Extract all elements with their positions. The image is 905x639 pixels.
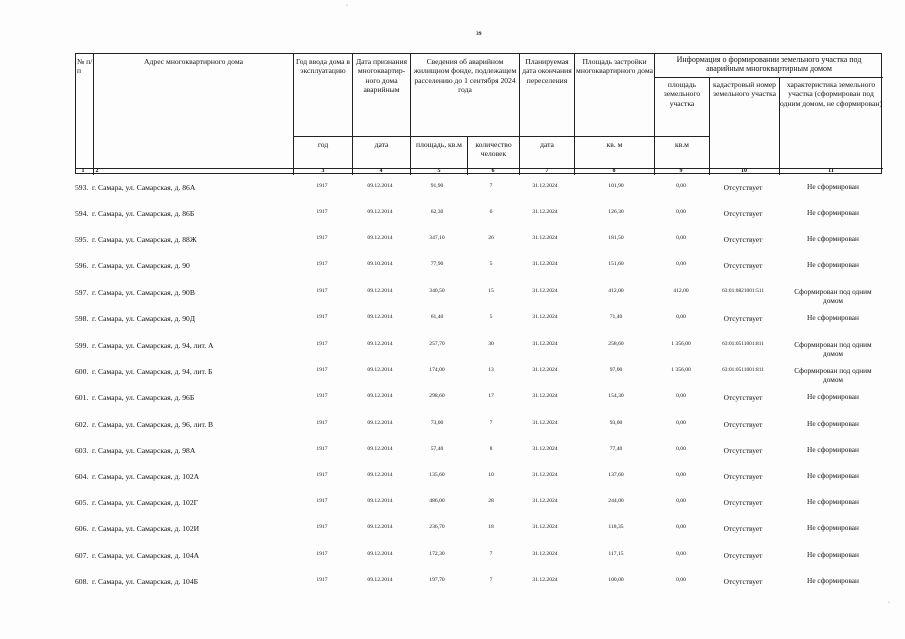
table-row (0, 524, 905, 538)
col-number: 8 (612, 168, 616, 174)
fund-group-header: Сведения об аварийном жилищном фонде, подлежащем расселению до 1 сентября 2024 года (413, 57, 517, 94)
cell-year: 1917 (316, 551, 328, 557)
table-row (0, 209, 905, 223)
scan-dot: · (346, 3, 348, 9)
cell-people: 7 (489, 420, 493, 426)
cell-area: 57,40 (430, 446, 444, 452)
cell-year: 1917 (316, 183, 328, 189)
cell-addr: г. Самара, ул. Самарская, д. 86А (92, 183, 196, 192)
cell-addr: г. Самара, ул. Самарская, д. 102И (92, 524, 200, 533)
cell-build: 126,30 (608, 209, 624, 215)
cell-land: 412,00 (673, 288, 689, 294)
cell-people: 5 (489, 314, 493, 320)
cell-area: 135,60 (429, 472, 445, 478)
cell-people: 30 (488, 341, 494, 347)
table-row (0, 472, 905, 486)
cell-build: 93,00 (609, 420, 623, 426)
cell-area: 340,50 (429, 288, 445, 294)
col-number: 10 (741, 168, 747, 174)
unit-date: дата (374, 140, 389, 149)
cell-plan: 31.12.2024 (532, 314, 558, 320)
cell-cad: Отсутствует (723, 577, 763, 586)
cell-area: 347,10 (429, 235, 445, 241)
unit-area: площадь, кв.м (416, 140, 462, 149)
table-row (0, 393, 905, 407)
area-col-header: Площадь застройки многоквартирного дома (576, 57, 653, 76)
cell-cad: 63:01:0821001:511 (721, 288, 765, 294)
cell-land: 0,00 (676, 235, 686, 241)
cell-year: 1917 (316, 288, 328, 294)
cell-addr: г. Самара, ул. Самарская, д. 102А (92, 472, 200, 481)
cell-addr: г. Самара, ул. Самарская, д. 96Б (92, 393, 195, 402)
cell-year: 1917 (316, 577, 328, 583)
cell-year: 1917 (316, 314, 328, 320)
col-number: 7 (545, 168, 549, 174)
cell-date: 09.12.2014 (367, 235, 393, 241)
cell-plan: 31.12.2024 (532, 235, 558, 241)
table-row (0, 235, 905, 249)
cell-cad: Отсутствует (723, 183, 763, 192)
cell-year: 1917 (316, 341, 328, 347)
cell-char: Не сформирован (807, 182, 859, 191)
cell-land: 0,00 (676, 446, 686, 452)
cell-people: 7 (489, 551, 493, 557)
cell-people: 7 (489, 577, 493, 583)
cell-plan: 31.12.2024 (532, 209, 558, 215)
table-header (75, 53, 882, 174)
cell-area: 298,60 (429, 393, 445, 399)
col-number: 9 (679, 168, 683, 174)
col-number: 1 (81, 168, 85, 174)
cell-build: 258,60 (608, 341, 624, 347)
cell-land: 0,00 (676, 393, 686, 399)
cell-land: 0,00 (676, 314, 686, 320)
table-row (0, 498, 905, 512)
cell-plan: 31.12.2024 (532, 367, 558, 373)
cell-char: Не сформирован (807, 392, 859, 401)
cell-land: 0,00 (676, 261, 686, 267)
cell-date: 09.12.2014 (367, 314, 393, 320)
cell-addr: г. Самара, ул. Самарская, д. 88Ж (92, 235, 197, 244)
cell-date: 09.12.2014 (367, 524, 393, 530)
cell-cad: Отсутствует (723, 524, 763, 533)
cell-n: 593. (75, 183, 89, 192)
cell-area: 236,70 (429, 524, 445, 530)
cell-year: 1917 (316, 524, 328, 530)
page-number: 39 (476, 31, 482, 37)
cell-build: 118,35 (608, 524, 624, 530)
cell-year: 1917 (316, 420, 328, 426)
cell-people: 5 (489, 261, 493, 267)
cell-date: 09.12.2014 (367, 183, 393, 189)
cell-plan: 31.12.2024 (532, 420, 558, 426)
cell-cad: Отсутствует (723, 498, 763, 507)
cell-char: Не сформирован (807, 497, 859, 506)
cell-char: Не сформирован (807, 550, 859, 559)
cell-addr: г. Самара, ул. Самарская, д. 104Б (92, 577, 198, 586)
table-row (0, 340, 905, 358)
cell-plan: 31.12.2024 (532, 472, 558, 478)
cell-date: 09.12.2014 (367, 472, 393, 478)
col-number: 11 (828, 168, 834, 174)
cell-people: 28 (488, 498, 494, 504)
table-row (0, 420, 905, 434)
table-row (0, 446, 905, 460)
cell-cad: Отсутствует (723, 551, 763, 560)
cell-char: Не сформирован (807, 208, 859, 217)
cell-date: 09.10.2014 (367, 261, 393, 267)
table-row (0, 577, 905, 591)
cell-date: 09.12.2014 (367, 288, 393, 294)
cell-plan: 31.12.2024 (532, 261, 558, 267)
cell-build: 100,00 (608, 577, 624, 583)
cell-land: 0,00 (676, 551, 686, 557)
unit-people: количество человек (475, 140, 512, 159)
cell-land: 0,00 (676, 209, 686, 215)
table-row (0, 366, 905, 384)
cell-n: 597. (75, 288, 89, 297)
cell-char: Не сформирован (807, 471, 859, 480)
cell-area: 172,30 (429, 551, 445, 557)
cell-cad: 63:01:0511001:811 (722, 367, 764, 373)
cell-area: 61,40 (430, 314, 444, 320)
land-char-header: характеристика земельного участка (сформирован под одним домом, не сформирован) (780, 80, 882, 108)
cell-area: 73,00 (430, 420, 444, 426)
cell-people: 26 (488, 235, 494, 241)
col-number: 6 (491, 168, 495, 174)
cell-date: 09.12.2014 (367, 577, 393, 583)
table-row (0, 314, 905, 328)
col-number: 4 (379, 168, 383, 174)
table-row (0, 551, 905, 565)
cell-plan: 31.12.2024 (532, 446, 558, 452)
cell-addr: г. Самара, ул. Самарская, д. 94, лит. Б (92, 367, 213, 376)
cell-people: 8 (489, 446, 493, 452)
cell-people: 7 (489, 183, 493, 189)
cell-plan: 31.12.2024 (532, 341, 558, 347)
unit-sqm: кв. м (606, 140, 623, 149)
cell-build: 181,50 (608, 235, 624, 241)
cell-n: 594. (75, 209, 89, 218)
cell-build: 71,40 (609, 314, 623, 320)
address-col-header: Адрес многоквартирного дома (144, 57, 243, 66)
col-number: 3 (321, 168, 325, 174)
cell-cad: Отсутствует (723, 209, 763, 218)
cell-n: 599. (75, 341, 89, 350)
cell-year: 1917 (316, 261, 328, 267)
cell-build: 154,30 (608, 393, 624, 399)
col-number: 2 (95, 168, 99, 174)
cell-date: 09.12.2014 (367, 420, 393, 426)
cell-year: 1917 (316, 393, 328, 399)
cell-cad: 63:01:0511001:811 (722, 341, 764, 347)
cell-date: 09.12.2014 (367, 367, 393, 373)
cell-year: 1917 (316, 446, 328, 452)
cell-people: 15 (488, 288, 494, 294)
cell-char: Сформирован под одним домом (794, 340, 872, 358)
cell-char: Не сформирован (807, 523, 859, 532)
unit-year: год (317, 140, 329, 149)
cell-plan: 31.12.2024 (532, 524, 558, 530)
cell-year: 1917 (316, 235, 328, 241)
cell-n: 607. (75, 551, 89, 560)
cell-n: 600. (75, 367, 89, 376)
cell-addr: г. Самара, ул. Самарская, д. 94, лит. А (92, 341, 214, 350)
cell-char: Не сформирован (807, 576, 859, 585)
cell-n: 608. (75, 577, 89, 586)
cell-people: 17 (488, 393, 494, 399)
cell-year: 1917 (316, 209, 328, 215)
col-number: 5 (437, 168, 441, 174)
cell-build: 137,60 (608, 472, 624, 478)
cell-addr: г. Самара, ул. Самарская, д. 90Д (92, 314, 196, 323)
cell-cad: Отсутствует (723, 235, 763, 244)
cell-char: Сформирован под одним домом (794, 287, 872, 305)
cell-area: 257,70 (429, 341, 445, 347)
cell-area: 174,00 (429, 367, 445, 373)
cell-addr: г. Самара, ул. Самарская, д. 98А (92, 446, 196, 455)
cell-area: 197,70 (429, 577, 445, 583)
cell-plan: 31.12.2024 (532, 183, 558, 189)
recognition-col-header: Дата признания многоквартир- ного дома аварийным (355, 57, 407, 94)
year-col-header: Год ввода дома в эксплуатацию (295, 57, 350, 76)
cell-n: 602. (75, 420, 89, 429)
table-row (0, 183, 905, 197)
cell-char: Не сформирован (807, 445, 859, 454)
cell-n: 595. (75, 235, 89, 244)
cell-addr: г. Самара, ул. Самарская, д. 86Б (92, 209, 195, 218)
cell-land: 0,00 (676, 420, 686, 426)
cell-people: 6 (489, 209, 493, 215)
land-area-header: площадь земельного участка (663, 80, 701, 108)
cell-land: 0,00 (676, 524, 686, 530)
unit-sqm2: кв.м (675, 140, 689, 149)
land-group-header: Информация о формировании земельного участка под аварийным многоквартирным домом (676, 55, 862, 74)
cell-addr: г. Самара, ул. Самарская, д. 90 (92, 261, 190, 270)
num-col-header: № п/п (77, 57, 93, 76)
cell-cad: Отсутствует (723, 393, 763, 402)
cell-date: 09.12.2014 (367, 498, 393, 504)
cell-n: 604. (75, 472, 89, 481)
cell-build: 244,00 (608, 498, 624, 504)
cell-year: 1917 (316, 498, 328, 504)
cell-n: 605. (75, 498, 89, 507)
cell-year: 1917 (316, 472, 328, 478)
cell-land: 1 356,00 (671, 367, 691, 373)
cell-land: 0,00 (676, 183, 686, 189)
cell-year: 1917 (316, 367, 328, 373)
cell-build: 77,40 (609, 446, 623, 452)
cell-build: 97,00 (609, 367, 623, 373)
cell-n: 601. (75, 393, 89, 402)
table-row (0, 287, 905, 305)
cell-addr: г. Самара, ул. Самарская, д. 102Г (92, 498, 199, 507)
cell-build: 151,60 (608, 261, 624, 267)
cell-cad: Отсутствует (723, 261, 763, 270)
cell-date: 09.12.2014 (367, 551, 393, 557)
cell-people: 18 (488, 524, 494, 530)
cell-char: Не сформирован (807, 313, 859, 322)
planned-col-header: Планируемая дата окончания переселения (522, 57, 572, 85)
cell-n: 598. (75, 314, 89, 323)
cell-date: 09.12.2014 (367, 446, 393, 452)
cell-date: 09.12.2014 (367, 209, 393, 215)
cell-plan: 31.12.2024 (532, 551, 558, 557)
cell-build: 412,00 (608, 288, 624, 294)
cell-area: 77,90 (430, 261, 444, 267)
cell-n: 596. (75, 261, 89, 270)
cell-addr: г. Самара, ул. Самарская, д. 90В (92, 288, 195, 297)
cell-cad: Отсутствует (723, 314, 763, 323)
cell-people: 13 (488, 367, 494, 373)
cell-cad: Отсутствует (723, 420, 763, 429)
cell-land: 0,00 (676, 577, 686, 583)
cell-addr: г. Самара, ул. Самарская, д. 104А (92, 551, 200, 560)
cell-date: 09.12.2014 (367, 341, 393, 347)
cell-plan: 31.12.2024 (532, 577, 558, 583)
cell-area: 62,30 (430, 209, 444, 215)
cell-land: 0,00 (676, 472, 686, 478)
cell-build: 101,90 (608, 183, 624, 189)
cell-plan: 31.12.2024 (532, 288, 558, 294)
unit-date2: дата (540, 140, 554, 149)
cell-area: 91,90 (430, 183, 444, 189)
cell-char: Не сформирован (807, 260, 859, 269)
cadastral-header: кадастровый номер земельного участка (713, 80, 776, 99)
scan-dot: · (888, 600, 890, 606)
cell-addr: г. Самара, ул. Самарская, д. 96, лит. В (92, 420, 214, 429)
cell-people: 10 (488, 472, 494, 478)
cell-n: 603. (75, 446, 89, 455)
cell-area: 486,00 (429, 498, 445, 504)
cell-build: 117,15 (608, 551, 624, 557)
cell-char: Сформирован под одним домом (794, 366, 872, 384)
cell-cad: Отсутствует (723, 446, 763, 455)
cell-date: 09.12.2014 (367, 393, 393, 399)
cell-plan: 31.12.2024 (532, 498, 558, 504)
cell-plan: 31.12.2024 (532, 393, 558, 399)
cell-cad: Отсутствует (723, 472, 763, 481)
cell-land: 1 356,00 (671, 341, 691, 347)
cell-n: 606. (75, 524, 89, 533)
cell-char: Не сформирован (807, 234, 859, 243)
cell-char: Не сформирован (807, 419, 859, 428)
cell-land: 0,00 (676, 498, 686, 504)
table-row (0, 261, 905, 275)
